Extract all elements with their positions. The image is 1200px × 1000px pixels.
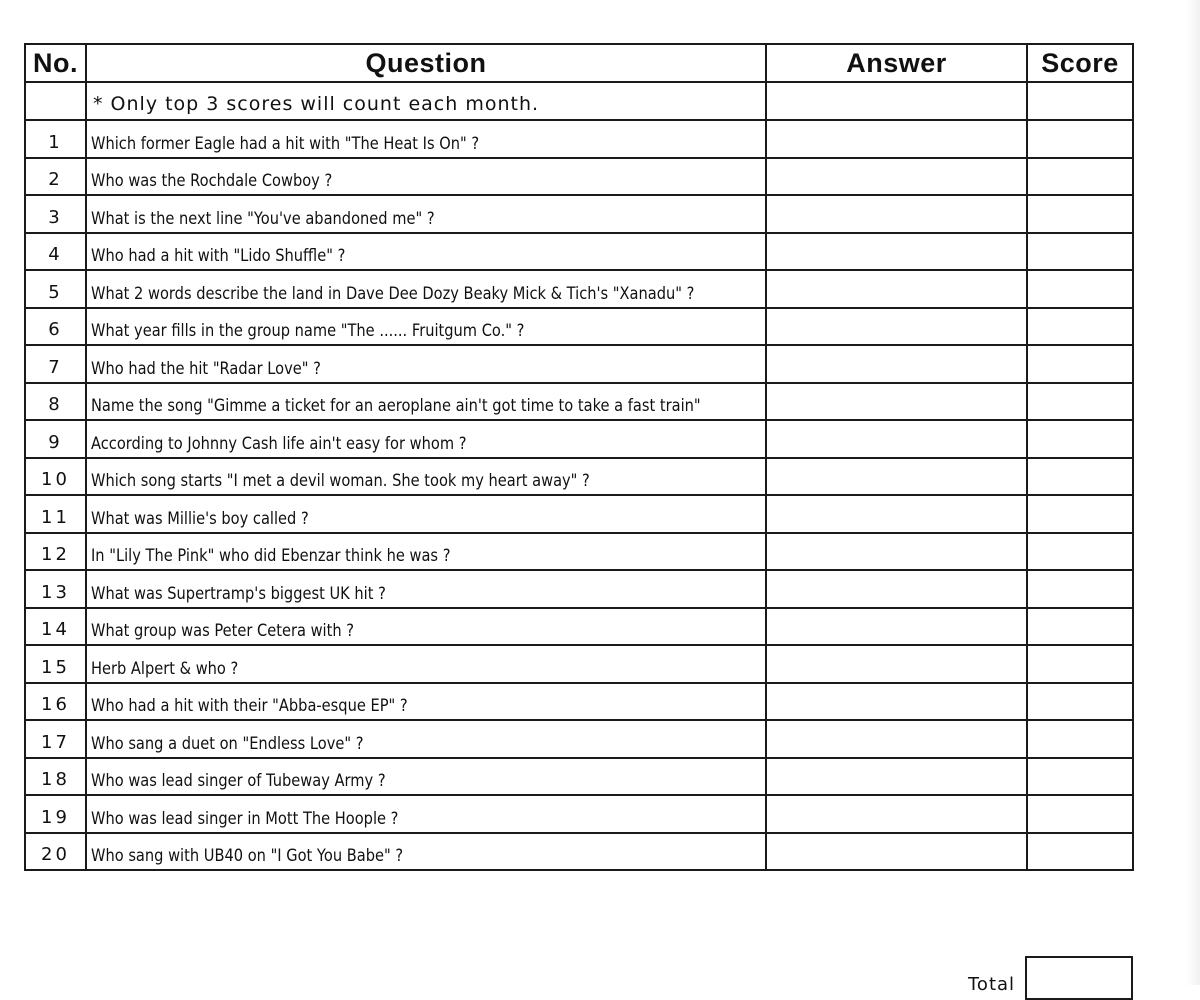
question-number: 20	[25, 833, 86, 871]
question-row	[25, 158, 1133, 196]
answer-cell[interactable]	[766, 720, 1027, 758]
note-no-cell	[25, 82, 86, 120]
header-answer: Answer	[766, 44, 1027, 82]
question-number: 5	[25, 270, 86, 308]
question-number: 18	[25, 758, 86, 796]
question-number: 19	[25, 795, 86, 833]
page-edge	[1186, 0, 1200, 985]
question-number: 14	[25, 608, 86, 646]
answer-cell[interactable]	[766, 795, 1027, 833]
question-text: Herb Alpert & who ?	[86, 645, 766, 683]
question-row	[25, 533, 1133, 571]
question-number: 3	[25, 195, 86, 233]
question-row	[25, 495, 1133, 533]
header-row	[25, 44, 1133, 82]
question-text: Which song starts "I met a devil woman. She took my heart away" ?	[86, 458, 766, 496]
answer-cell[interactable]	[766, 570, 1027, 608]
score-cell[interactable]	[1027, 570, 1133, 608]
question-row	[25, 833, 1133, 871]
score-cell[interactable]	[1027, 720, 1133, 758]
question-text: Who was the Rochdale Cowboy ?	[86, 158, 766, 196]
answer-cell[interactable]	[766, 608, 1027, 646]
question-text: Who sang with UB40 on "I Got You Babe" ?	[86, 833, 766, 871]
score-cell[interactable]	[1027, 533, 1133, 571]
question-text: Which former Eagle had a hit with "The Heat Is On" ?	[86, 120, 766, 158]
question-row	[25, 683, 1133, 721]
question-row	[25, 758, 1133, 796]
question-number: 10	[25, 458, 86, 496]
score-cell[interactable]	[1027, 233, 1133, 271]
question-number: 8	[25, 383, 86, 421]
answer-cell[interactable]	[766, 82, 1027, 120]
answer-cell[interactable]	[766, 233, 1027, 271]
answer-cell[interactable]	[766, 645, 1027, 683]
quiz-table	[24, 43, 1134, 871]
question-row	[25, 720, 1133, 758]
question-text: Who was lead singer in Mott The Hoople ?	[86, 795, 766, 833]
question-number: 15	[25, 645, 86, 683]
score-cell[interactable]	[1027, 795, 1133, 833]
score-cell[interactable]	[1027, 383, 1133, 421]
answer-cell[interactable]	[766, 345, 1027, 383]
total-score-box[interactable]	[1025, 956, 1133, 1000]
question-row	[25, 645, 1133, 683]
answer-cell[interactable]	[766, 420, 1027, 458]
question-text: Who sang a duet on "Endless Love" ?	[86, 720, 766, 758]
question-number: 2	[25, 158, 86, 196]
question-number: 11	[25, 495, 86, 533]
score-cell[interactable]	[1027, 645, 1133, 683]
question-row	[25, 795, 1133, 833]
header-score: Score	[1027, 44, 1133, 82]
question-number: 6	[25, 308, 86, 346]
score-cell[interactable]	[1027, 420, 1133, 458]
question-row	[25, 195, 1133, 233]
score-cell[interactable]	[1027, 833, 1133, 871]
question-number: 16	[25, 683, 86, 721]
question-row	[25, 120, 1133, 158]
score-cell[interactable]	[1027, 120, 1133, 158]
question-text: What group was Peter Cetera with ?	[86, 608, 766, 646]
score-cell[interactable]	[1027, 458, 1133, 496]
score-cell[interactable]	[1027, 308, 1133, 346]
question-row	[25, 345, 1133, 383]
score-cell[interactable]	[1027, 158, 1133, 196]
question-text: What was Millie's boy called ?	[86, 495, 766, 533]
note-row	[25, 82, 1133, 120]
answer-cell[interactable]	[766, 533, 1027, 571]
question-number: 4	[25, 233, 86, 271]
total-label: Total	[968, 974, 1016, 995]
header-question: Question	[86, 44, 766, 82]
answer-cell[interactable]	[766, 158, 1027, 196]
question-number: 1	[25, 120, 86, 158]
score-cell[interactable]	[1027, 683, 1133, 721]
question-text: Name the song "Gimme a ticket for an aeroplane ain't got time to take a fast train"	[86, 383, 766, 421]
question-text: What 2 words describe the land in Dave Dee Dozy Beaky Mick & Tich's "Xanadu" ?	[86, 270, 766, 308]
answer-cell[interactable]	[766, 683, 1027, 721]
question-number: 17	[25, 720, 86, 758]
score-cell[interactable]	[1027, 345, 1133, 383]
question-text: What year fills in the group name "The ...... Fruitgum Co." ?	[86, 308, 766, 346]
answer-cell[interactable]	[766, 308, 1027, 346]
question-text: According to Johnny Cash life ain't easy for whom ?	[86, 420, 766, 458]
question-row	[25, 383, 1133, 421]
score-cell[interactable]	[1027, 758, 1133, 796]
question-text: Who was lead singer of Tubeway Army ?	[86, 758, 766, 796]
question-row	[25, 233, 1133, 271]
question-row	[25, 420, 1133, 458]
question-text: Who had a hit with "Lido Shuffle" ?	[86, 233, 766, 271]
score-cell[interactable]	[1027, 495, 1133, 533]
question-number: 12	[25, 533, 86, 571]
answer-cell[interactable]	[766, 120, 1027, 158]
answer-cell[interactable]	[766, 458, 1027, 496]
header-no: No.	[25, 44, 86, 82]
score-cell[interactable]	[1027, 195, 1133, 233]
score-cell[interactable]	[1027, 270, 1133, 308]
question-row	[25, 608, 1133, 646]
question-text: What was Supertramp's biggest UK hit ?	[86, 570, 766, 608]
question-text: What is the next line "You've abandoned me" ?	[86, 195, 766, 233]
question-text: Who had a hit with their "Abba-esque EP" ?	[86, 683, 766, 721]
question-row	[25, 458, 1133, 496]
score-cell[interactable]	[1027, 82, 1133, 120]
question-row	[25, 308, 1133, 346]
note-text: * Only top 3 scores will count each month.	[86, 82, 766, 120]
question-number: 13	[25, 570, 86, 608]
question-number: 9	[25, 420, 86, 458]
question-row	[25, 570, 1133, 608]
answer-cell[interactable]	[766, 195, 1027, 233]
question-number: 7	[25, 345, 86, 383]
score-cell[interactable]	[1027, 608, 1133, 646]
answer-cell[interactable]	[766, 270, 1027, 308]
question-text: Who had the hit "Radar Love" ?	[86, 345, 766, 383]
answer-cell[interactable]	[766, 758, 1027, 796]
answer-cell[interactable]	[766, 833, 1027, 871]
answer-cell[interactable]	[766, 383, 1027, 421]
answer-cell[interactable]	[766, 495, 1027, 533]
question-text: In "Lily The Pink" who did Ebenzar think he was ?	[86, 533, 766, 571]
question-row	[25, 270, 1133, 308]
